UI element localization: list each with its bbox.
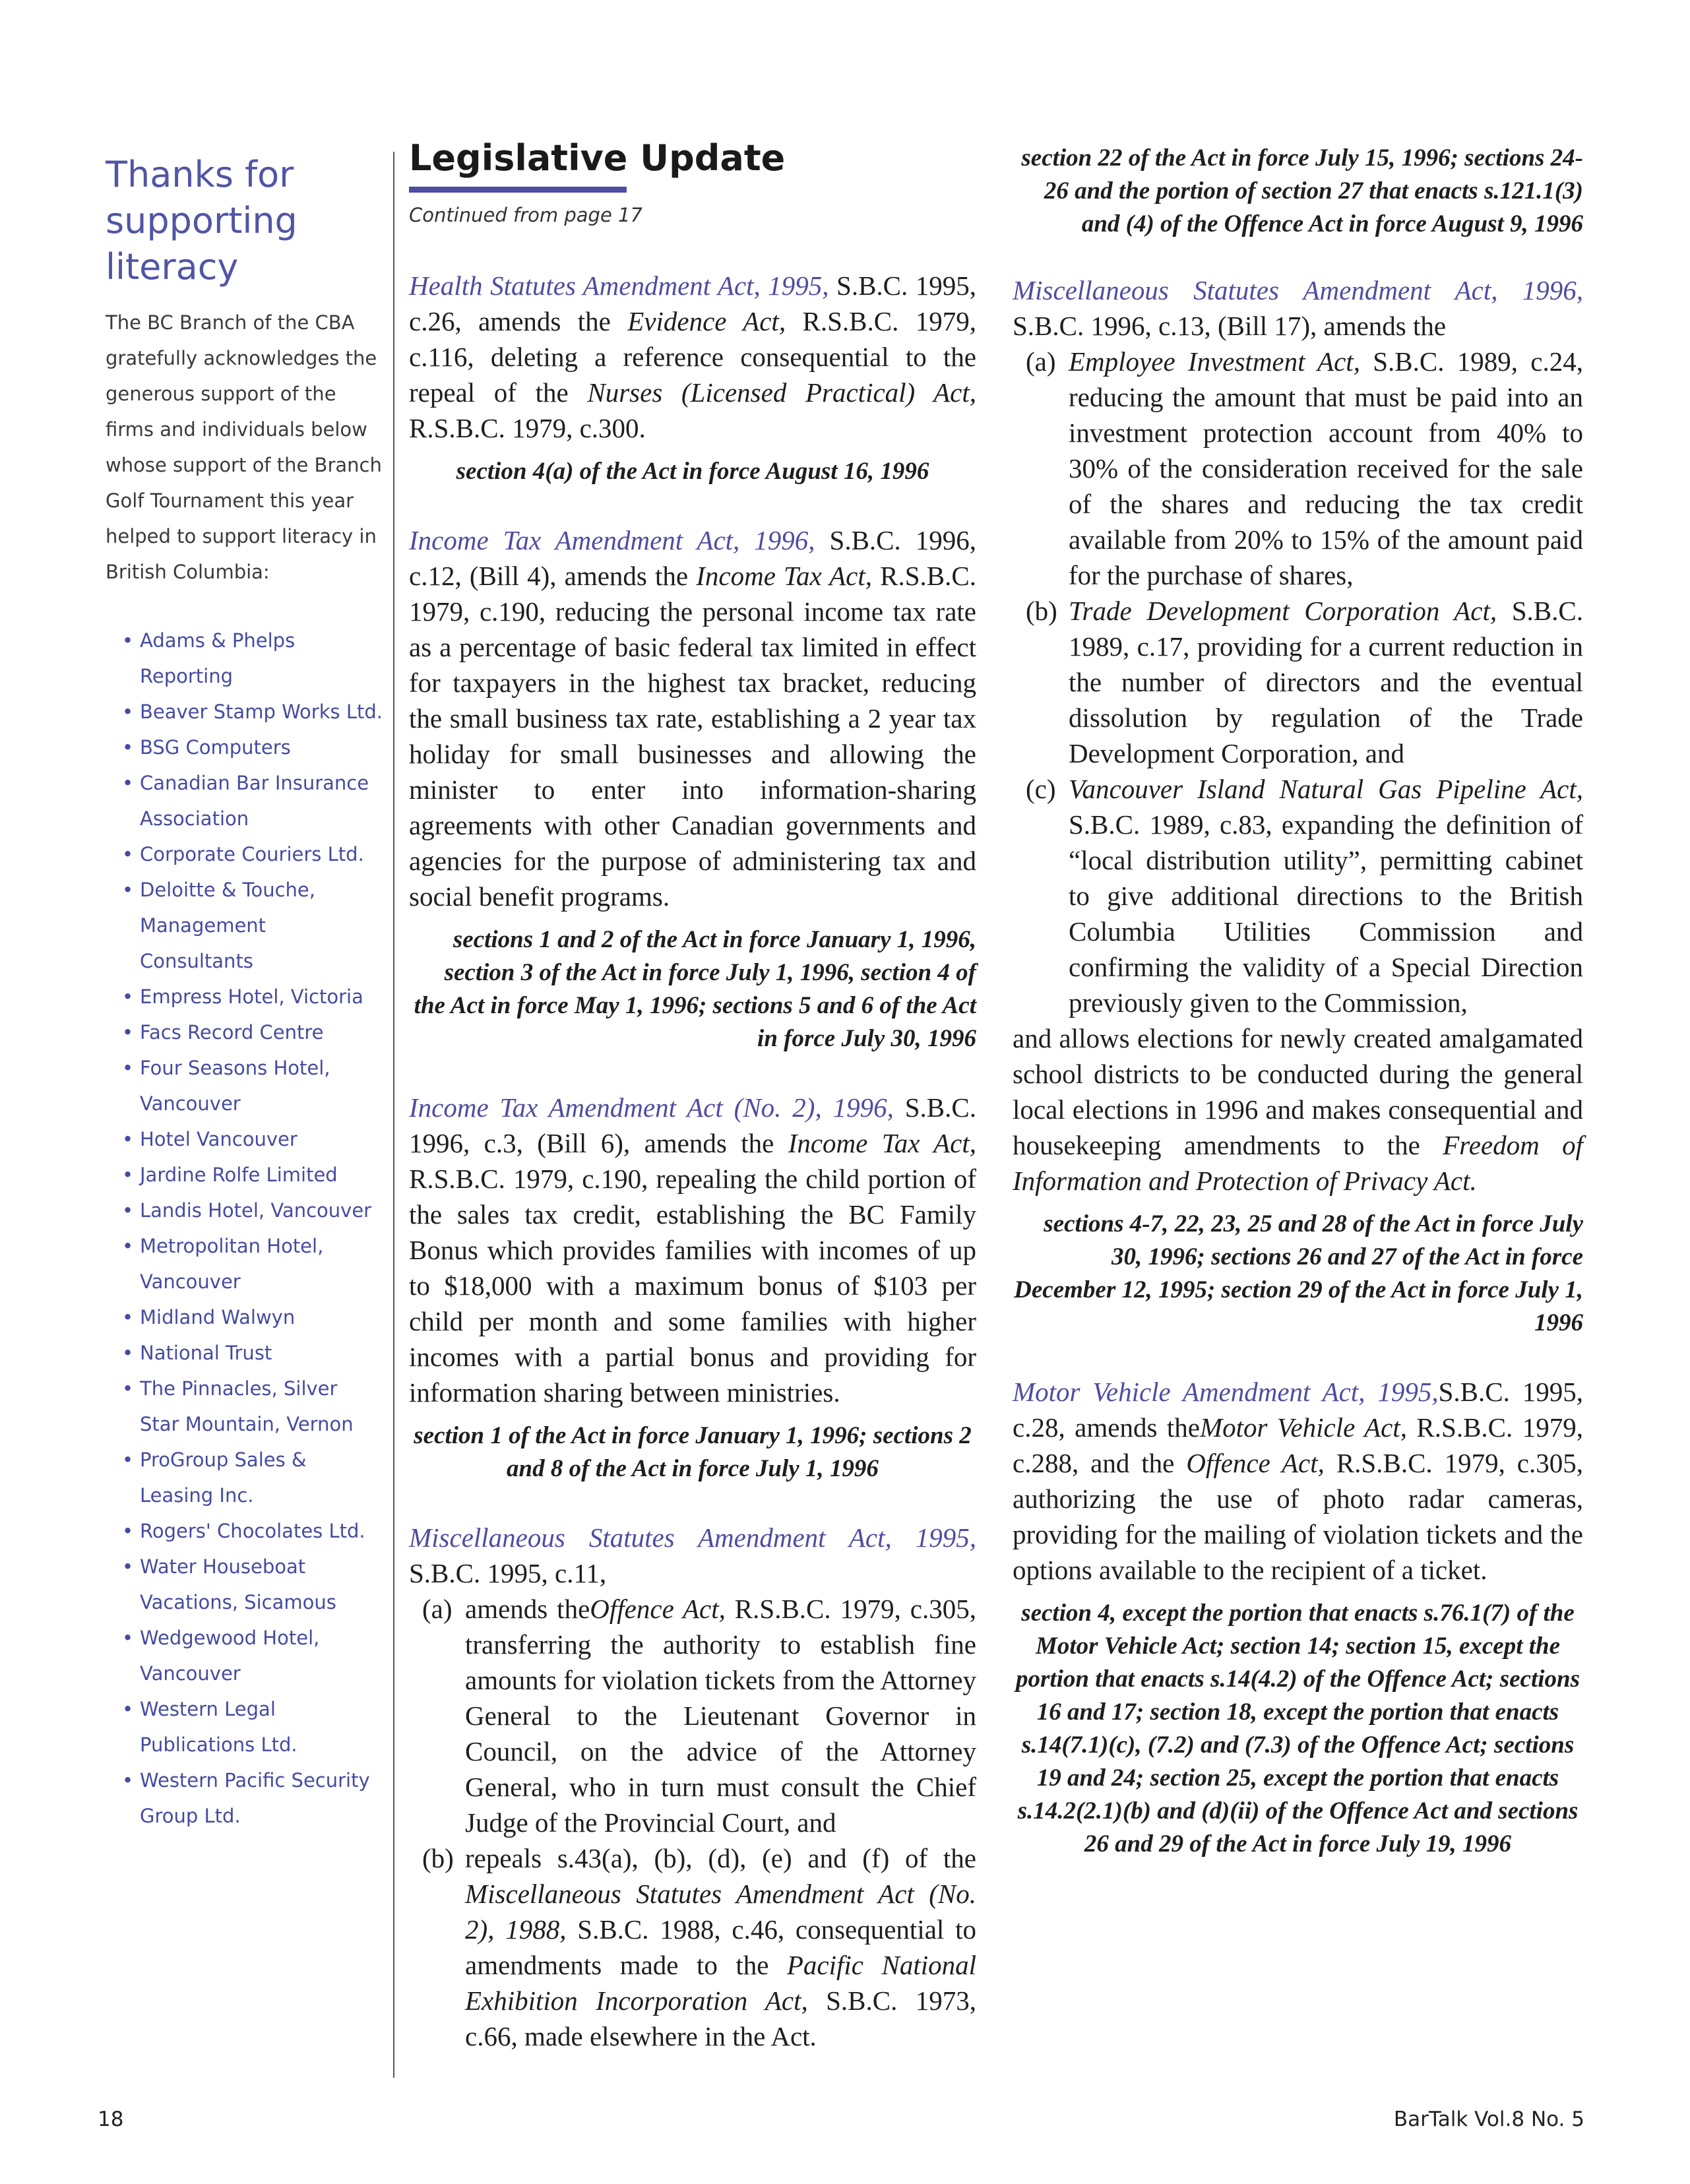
in-force-note: section 4(a) of the Act in force August 16, 1996: [456, 458, 929, 485]
act-reference: Employee Investment Act,: [1069, 346, 1360, 377]
entry-income-tax-no2: [409, 1090, 976, 1485]
entry-health-statutes: [409, 268, 976, 488]
act-reference: Offence Act,: [590, 1594, 726, 1624]
entry-misc-statutes-1995: [409, 1520, 976, 2054]
act-name: Motor Vehicle Amendment Act, 1995,: [1013, 1377, 1439, 1407]
sponsor-item: • Deloitte & Touche, Management Consultants: [106, 872, 383, 979]
entry-body: [409, 268, 976, 446]
entry-text: R.S.B.C. 1979, c.116, deleting a reference consequential to the repeal of the: [409, 306, 977, 408]
item-text: S.B.C. 1989, c.24, reducing the amount that must be paid into an investment protection account from 40% to 30% of the consideration received for the sale of the shares and reducing the tax credit available from 20% to 15% of the amount paid for the purchase of shares,: [1069, 346, 1583, 590]
sponsor-list: [106, 623, 383, 1834]
act-name: Miscellaneous Statutes Amendment Act, 1995,: [409, 1522, 976, 1553]
item-label: (a): [422, 1594, 453, 1624]
sponsor-item: • Midland Walwyn: [106, 1299, 383, 1335]
entry-text: S.B.C. 1996, c.3, (Bill 6), amends the: [409, 1092, 976, 1158]
entry-misc-statutes-1996: [1013, 272, 1583, 1340]
in-force-note: sections 1 and 2 of the Act in force January 1, 1996, section 3 of the Act in force July 1, 1996, section 4 of the Act in force May 1, 1996; sections 5 and 6 of the Act in force July 30, 1996: [414, 926, 976, 1052]
amendment-item-a: [1013, 344, 1583, 593]
act-reference: Miscellaneous Statutes Amendment Act (No. 2), 1988,: [465, 1879, 976, 1945]
entry-text: R.S.B.C. 1979, c.288, and the: [1013, 1412, 1583, 1478]
act-reference: Income Tax Act,: [788, 1128, 976, 1158]
entry-body: [1013, 1374, 1583, 1588]
sponsor-sidebar: [106, 152, 383, 1834]
entry-text: R.S.B.C. 1979, c.190, reducing the personal income tax rate as a percentage of basic federal tax limited in effect for taxpayers in the highest tax bracket, reducing the small business tax rate, establishing a 2 year tax holiday for small businesses and allowing the minister to enter into information-sharing agreements with other Canadian governments and agencies for the purpose of administering tax and social benefit programs.: [409, 561, 976, 912]
amendment-items: [409, 1591, 976, 2054]
amendment-items: [1013, 344, 1583, 1020]
sponsor-item: • Canadian Bar Insurance Association: [106, 765, 383, 836]
entry-text: R.S.B.C. 1979, c.300.: [409, 413, 646, 443]
act-name: Health Statutes Amendment Act, 1995,: [409, 270, 829, 301]
sponsor-item: • Hotel Vancouver: [106, 1121, 383, 1157]
entry-income-tax-1996: [409, 522, 976, 1055]
in-force-note: section 4, except the portion that enacts s.76.1(7) of the Motor Vehicle Act; section 14; section 15, except the portion that enacts s.14(4.2) of the Offence Act; sections 16 and 17; section 18, except the portion that enacts s.14(7.1)(c), (7.2) and (7.3) of the Offence Act; sections 19 and 24; section 25, except the portion that enacts s.14.2(2.1)(b) and (d)(ii) of the Offence Act and sections 26 and 29 of the Act in force July 19, 1996: [1015, 1600, 1580, 1857]
item-text: S.B.C. 1989, c.17, providing for a current reduction in the number of directors and the eventual dissolution by regulation of the Trade Development Corporation, and: [1069, 596, 1583, 768]
amendment-item-b: [409, 1840, 976, 2054]
sponsor-item: • Western Pacific Security Group Ltd.: [106, 1763, 383, 1834]
sponsor-item: • Wedgewood Hotel, Vancouver: [106, 1620, 383, 1691]
act-reference: Motor Vehicle Act,: [1199, 1412, 1407, 1443]
act-reference: Freedom of Information and Protection of Privacy Act.: [1013, 1130, 1583, 1196]
sponsor-item: • Metropolitan Hotel, Vancouver: [106, 1228, 383, 1299]
entry-text: R.S.B.C. 1979, c.305, authorizing the use of photo radar cameras, providing for the mailing of violation tickets and the options available to the recipient of a ticket.: [1013, 1448, 1583, 1585]
act-name: Income Tax Amendment Act, 1996,: [409, 525, 815, 555]
sidebar-title: Thanks for supporting literacy: [106, 154, 297, 288]
title-underline: [409, 187, 627, 193]
item-text: R.S.B.C. 1979, c.305, transferring the authority to establish fine amounts for violation tickets from the Attorney General to the Lieutenant Governor in Council, on the advice of the Attorney General, who in turn must consult the Chief Judge of the Provincial Court, and: [465, 1594, 976, 1838]
publication-footer: BarTalk Vol.8 No. 5: [1393, 2107, 1584, 2131]
item-text: S.B.C. 1988, c.46, consequential to amendments made to the: [465, 1914, 976, 1980]
sponsor-item: • Four Seasons Hotel, Vancouver: [106, 1050, 383, 1121]
sponsor-item: • The Pinnacles, Silver Star Mountain, Vernon: [106, 1371, 383, 1442]
column-divider: [393, 152, 394, 2078]
item-label: (a): [1026, 346, 1056, 377]
sponsor-item: • Beaver Stamp Works Ltd.: [106, 694, 383, 730]
entry-text: S.B.C. 1996, c.12, (Bill 4), amends the: [409, 525, 976, 591]
act-reference: Nurses (Licensed Practical) Act,: [587, 377, 976, 408]
entry-text: and allows elections for newly created amalgamated school districts to be conducted during the general local elections in 1996 and makes consequential and housekeeping amendments to the: [1013, 1023, 1583, 1160]
entry-text: R.S.B.C. 1979, c.190, repealing the child portion of the sales tax credit, establishing the BC Family Bonus which provides families with incomes of up to $18,000 with a maximum bonus of $103 per child per month and some families with higher incomes with a partial bonus and providing for information sharing between ministries.: [409, 1164, 976, 1408]
sponsor-item: • Water Houseboat Vacations, Sicamous: [106, 1549, 383, 1620]
item-text: amends the: [465, 1594, 590, 1624]
entry-body: [409, 1520, 976, 1591]
sponsor-item: • Western Legal Publications Ltd.: [106, 1691, 383, 1763]
entry-text: S.B.C. 1995, c.26, amends the: [409, 270, 977, 336]
item-text: S.B.C. 1989, c.83, expanding the definition of “local distribution utility”, permitting cabinet to give additional directions to the British Columbia Utilities Commission and confirming the validity of a Special Direction previously given to the Commission,: [1069, 809, 1583, 1018]
sponsor-item: • Adams & Phelps Reporting: [106, 623, 383, 694]
sponsor-item: • BSG Computers: [106, 730, 383, 765]
sponsor-item: • Facs Record Centre: [106, 1014, 383, 1050]
item-label: (b): [422, 1843, 454, 1873]
continued-note: Continued from page 17: [409, 204, 642, 226]
page-number: 18: [98, 2107, 124, 2131]
act-reference: Income Tax Act,: [696, 561, 873, 591]
sidebar-intro: The BC Branch of the CBA gratefully acknowledges the generous support of the firms and individuals below whose support of the Branch Golf Tournament this year helped to support literacy in British Columbia:: [106, 311, 382, 583]
entry-text: S.B.C. 1995, c.28, amends the: [1013, 1377, 1584, 1443]
sponsor-item: • Corporate Couriers Ltd.: [106, 836, 383, 872]
item-label: (b): [1026, 596, 1057, 626]
sponsor-item: • Rogers' Chocolates Ltd.: [106, 1513, 383, 1549]
legislative-update-column: [409, 135, 976, 2088]
entry-body: [1013, 272, 1583, 344]
act-reference: Pacific National Exhibition Incorporation Act,: [465, 1950, 976, 2016]
entry-body-tail: [1013, 1020, 1583, 1199]
sponsor-item: • Jardine Rolfe Limited: [106, 1157, 383, 1193]
sponsor-item: • National Trust: [106, 1335, 383, 1371]
item-text: S.B.C. 1973, c.66, made elsewhere in the Act.: [465, 1985, 976, 2051]
right-column: [1013, 142, 1583, 1895]
entry-body: [409, 522, 976, 914]
in-force-note: sections 4-7, 22, 23, 25 and 28 of the Act in force July 30, 1996; sections 26 and 27 of the Act in force December 12, 1995; section 29 of the Act in force July 1, 1996: [1014, 1210, 1583, 1336]
in-force-note: section 1 of the Act in force January 1, 1996; sections 2 and 8 of the Act in force July 1, 1996: [414, 1422, 972, 1482]
act-reference: Offence Act,: [1186, 1448, 1325, 1478]
item-text: repeals s.43(a), (b), (d), (e) and (f) of the: [465, 1843, 976, 1873]
act-reference: Trade Development Corporation Act,: [1069, 596, 1497, 626]
act-reference: Evidence Act,: [627, 306, 786, 336]
sponsor-item: • Empress Hotel, Victoria: [106, 979, 383, 1014]
amendment-item-c: [1013, 771, 1583, 1020]
sponsor-item: • Landis Hotel, Vancouver: [106, 1193, 383, 1228]
item-label: (c): [1026, 774, 1056, 804]
entry-body: [409, 1090, 976, 1410]
entry-text: S.B.C. 1996, c.13, (Bill 17), amends the: [1013, 311, 1447, 341]
amendment-item-b: [1013, 593, 1583, 771]
amendment-item-a: [409, 1591, 976, 1840]
act-name: Income Tax Amendment Act (No. 2), 1996,: [409, 1092, 894, 1123]
entry-motor-vehicle: [1013, 1374, 1583, 1861]
act-name: Miscellaneous Statutes Amendment Act, 1996,: [1013, 275, 1583, 305]
section-title: Legislative Update: [409, 137, 786, 179]
sponsor-item: • ProGroup Sales & Leasing Inc.: [106, 1442, 383, 1513]
entry-text: S.B.C. 1995, c.11,: [409, 1558, 607, 1588]
act-reference: Vancouver Island Natural Gas Pipeline Act,: [1069, 774, 1583, 804]
in-force-note-continued: section 22 of the Act in force July 15, 1996; sections 24-26 and the portion of section 27 that enacts s.121.1(3) and (4) of the Offence Act in force August 9, 1996: [1021, 144, 1583, 237]
